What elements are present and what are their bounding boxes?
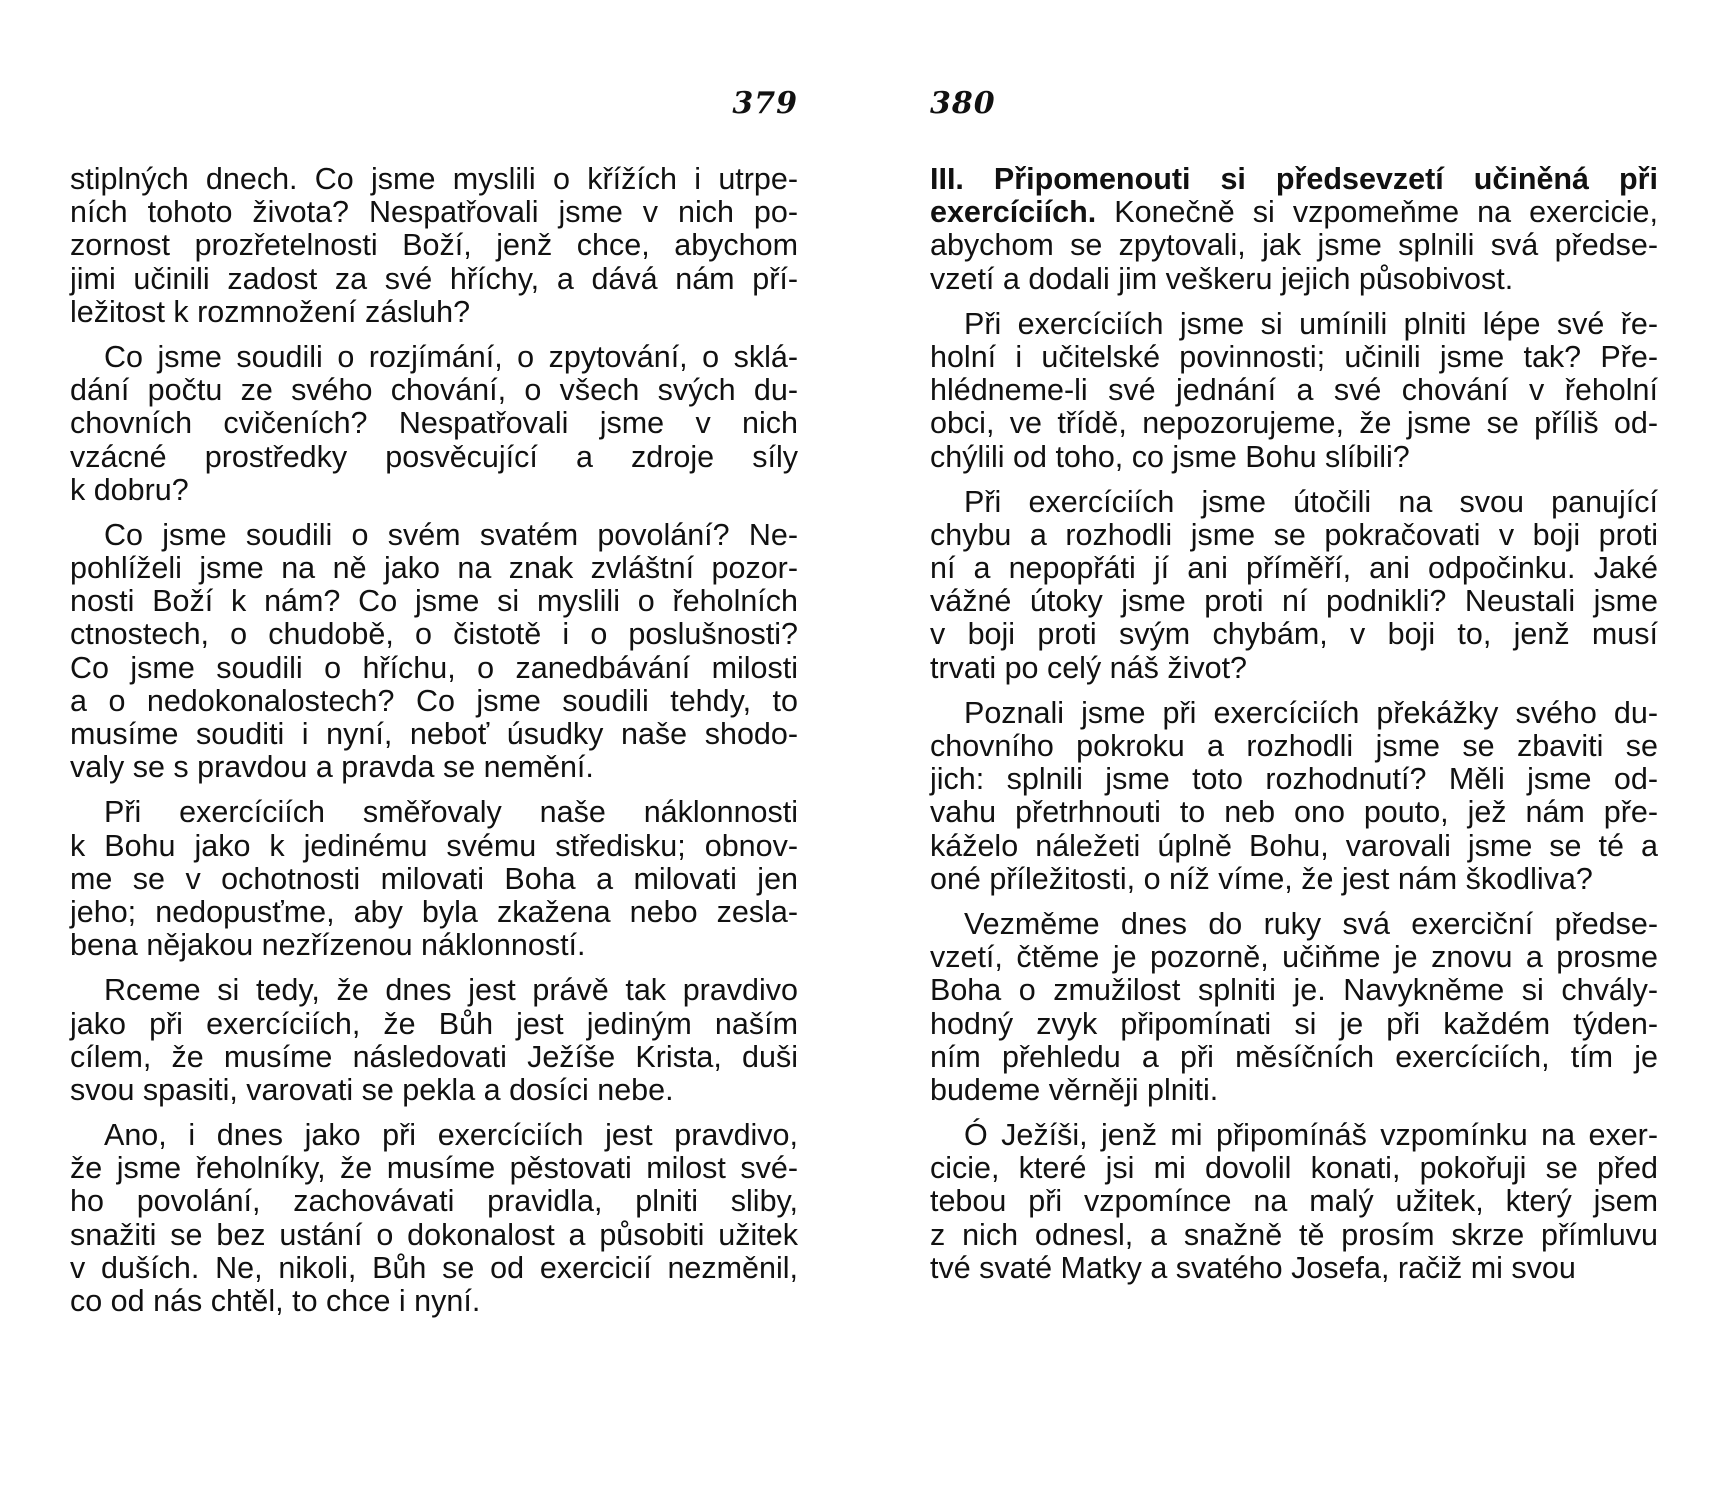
text-line: chybu a rozhodli jsme se pokračovati v boji proti — [930, 517, 1658, 552]
text-line: ctnostech, o chudobě, o čistotě i o poslušnosti? — [70, 617, 798, 652]
text-line: Boha o zmužilost splniti je. Navykněme si chvály- — [930, 973, 1658, 1008]
paragraph-gap — [930, 296, 1658, 308]
text-line: Ano, i dnes jako při exercíciích jest pravdivo, — [104, 1118, 798, 1153]
text-line: k Bohu jako k jedinému svému středisku; obnov- — [70, 828, 798, 863]
text-line: musíme souditi i nyní, neboť úsudky naše shodo- — [70, 717, 798, 751]
text-line: jako při exercíciích, že Bůh jest jediným naším — [70, 1006, 798, 1041]
text-line: Rceme si tedy, že dnes jest právě tak pravdivo — [104, 973, 798, 1008]
text-line: vzetí a dodali jim veškeru jejich působivost. — [930, 261, 1514, 296]
text-line: ho povolání, zachovávati pravidla, plniti sliby, — [70, 1184, 798, 1219]
paragraph-gap — [930, 474, 1658, 486]
right-page-text — [930, 163, 1658, 1285]
text-line: nosti Boží k nám? Co jsme si myslili o řeholních — [70, 584, 798, 619]
text-line: vahu přetrhnouti to neb ono pouto, jež nám pře- — [930, 795, 1658, 830]
text-line: cicie, které jsi mi dovolil konati, pokořuji se před — [930, 1151, 1658, 1186]
text-line: Při exercíciích jsme útočili na svou panující — [964, 484, 1658, 519]
text-line: chovního pokroku a rozhodli jsme se zbaviti se — [930, 729, 1658, 763]
text-line: Co jsme soudili o hříchu, o zanedbávání milosti — [70, 650, 798, 685]
text-line: hodný zvyk připomínati si je při každém týden- — [930, 1006, 1658, 1041]
text-line: snažiti se bez ustání o dokonalost a působiti užitek — [70, 1217, 798, 1252]
text-line: tvé svaté Matky a svatého Josefa, račiž mi svou — [930, 1250, 1576, 1285]
section-heading-title-end: exercíciích. — [930, 195, 1097, 230]
text-line: káželo náležeti úplně Bohu, varovali jsme se té a — [930, 828, 1658, 863]
text-line: vzetí, čtěme je pozorně, učiňme je znovu a prosme — [930, 940, 1658, 975]
text-line: svou spasiti, varovati se pekla a dosíci nebe. — [70, 1072, 674, 1107]
text-line: Při exercíciích směřovaly naše náklonnosti — [104, 795, 798, 830]
page-number-right: 380 — [930, 86, 996, 121]
text-line: Poznali jsme při exercíciích překážky svého du- — [964, 695, 1658, 730]
text-line: k dobru? — [70, 472, 189, 507]
text-line: hlédneme-li své jednání a své chování v řeholní — [930, 373, 1658, 408]
section-heading-title: III. Připomenouti si předsevzetí učiněná při — [930, 162, 1658, 196]
text-line: valy se s pravdou a pravda se nemění. — [70, 750, 594, 785]
text-line: v boji proti svým chybám, v boji to, jenž musí — [930, 617, 1658, 652]
text-line: oné příležitosti, o níž víme, že jest nám škodliva? — [930, 861, 1593, 896]
text-line: vážné útoky jsme proti ní podnikli? Neustali jsme — [930, 584, 1658, 619]
text-line: dání počtu ze svého chování, o všech svých du- — [70, 373, 798, 408]
section-heading-line — [930, 196, 1658, 229]
text-line: Co jsme soudili o rozjímání, o zpytování, o sklá- — [104, 339, 798, 374]
page-number-left: 379 — [732, 86, 798, 121]
text-line: Vezměme dnes do ruky svá exerciční předse- — [964, 906, 1658, 941]
text-line: trvati po celý náš život? — [930, 650, 1248, 685]
text-line: obci, ve třídě, nepozorujeme, že jsme se příliš od- — [930, 406, 1658, 441]
text-line: jich: splnili jsme toto rozhodnutí? Měli jsme od- — [930, 762, 1658, 797]
text-line: chýlili od toho, co jsme Bohu slíbili? — [930, 439, 1410, 474]
text-line: ním přehledu a při měsíčních exercíciích, tím je — [930, 1039, 1658, 1074]
text-line: budeme věrněji plniti. — [930, 1072, 1219, 1107]
text-line: pohlíželi jsme na ně jako na znak zvláštní pozor- — [70, 551, 798, 586]
text-line: Co jsme soudili o svém svatém povolání? Ne- — [104, 517, 798, 552]
text-line: z nich odnesl, a snažně tě prosím skrze přímluvu — [930, 1217, 1658, 1252]
text-line: že jsme řeholníky, že musíme pěstovati milost své- — [70, 1151, 798, 1186]
text-line: abychom se zpytovali, jak jsme splnili svá předse- — [930, 228, 1658, 263]
text-line: bena nějakou nezřízenou náklonností. — [70, 928, 586, 963]
text-line: a o nedokonalostech? Co jsme soudili tehdy, to — [70, 683, 798, 718]
text-line: Při exercíciích jsme si umínili plniti lépe své ře- — [964, 306, 1658, 341]
heading-paragraph-text: Konečně si vzpomeňme na exercicie, — [1096, 195, 1658, 230]
text-line: ležitost k rozmnožení zásluh? — [70, 294, 471, 329]
text-line: vzácné prostředky posvěcující a zdroje síly — [70, 439, 798, 474]
text-line: chovních cvičeních? Nespatřovali jsme v nich — [70, 406, 798, 441]
text-line: stiplných dnech. Co jsme myslili o křížích i utrpe- — [70, 162, 798, 196]
text-line: zornost prozřetelnosti Boží, jenž chce, abychom — [70, 228, 798, 263]
text-line: ní a nepopřáti jí ani příměří, ani odpočinku. Jaké — [930, 551, 1658, 586]
left-page-text — [70, 163, 798, 1318]
text-line: me se v ochotnosti milovati Boha a milovati jen — [70, 861, 798, 896]
text-line: cílem, že musíme následovati Ježíše Krista, duši — [70, 1039, 798, 1074]
text-line: tebou při vzpomínce na malý užitek, který jsem — [930, 1184, 1658, 1219]
text-line: co od nás chtěl, to chce i nyní. — [70, 1284, 481, 1318]
text-line: holní i učitelské povinnosti; učinili jsme tak? Pře- — [930, 339, 1658, 374]
section-heading-line — [930, 163, 1658, 196]
text-line: Ó Ježíši, jenž mi připomínáš vzpomínku na exer- — [964, 1118, 1658, 1153]
paragraph-gap — [930, 685, 1658, 697]
text-line: jimi učinili zadost za své hříchy, a dává nám pří- — [70, 261, 798, 296]
text-line: v duších. Ne, nikoli, Bůh se od exercicií nezměnil, — [70, 1250, 798, 1285]
text-line: jeho; nedopusťme, aby byla zkažena nebo zesla- — [70, 894, 798, 929]
text-line: ních tohoto života? Nespatřovali jsme v nich po- — [70, 195, 798, 230]
